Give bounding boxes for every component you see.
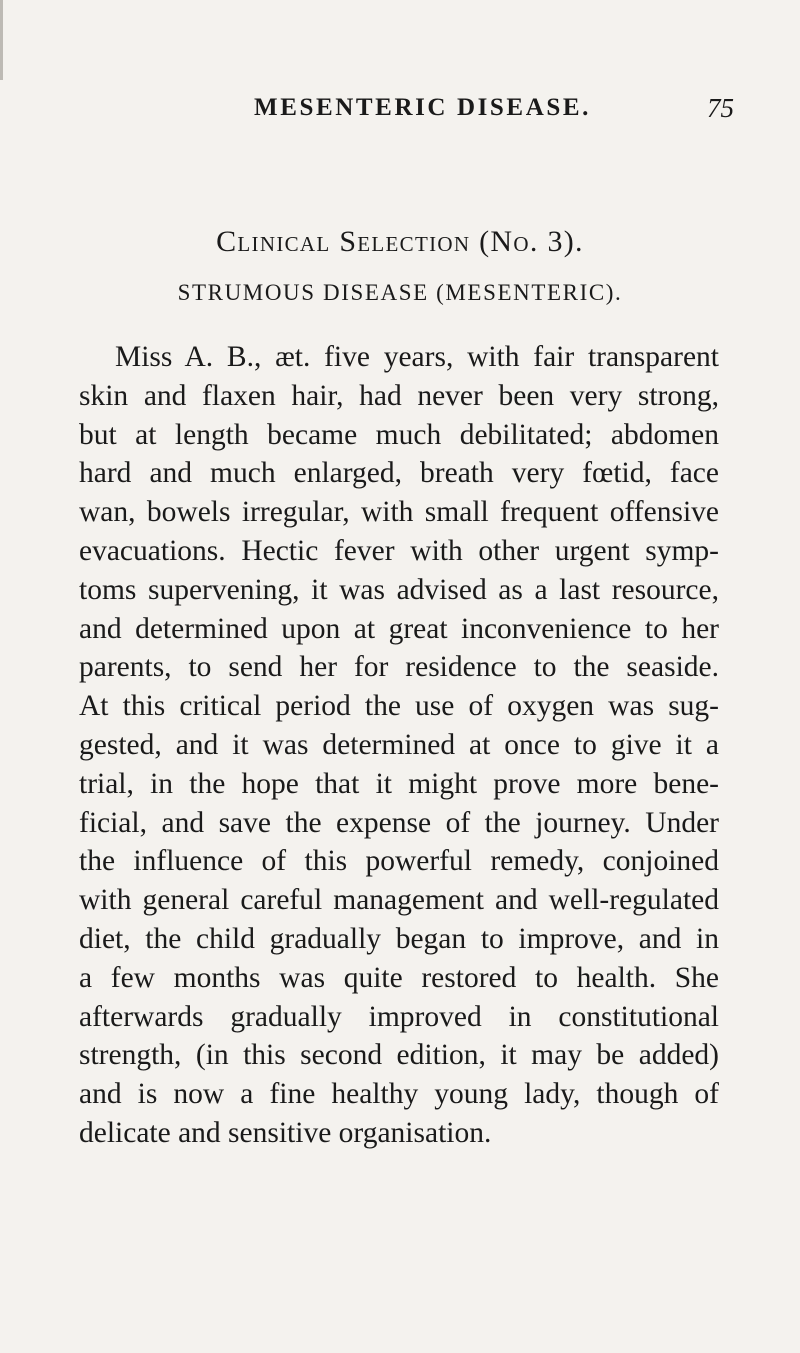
running-head (0, 88, 800, 128)
text-line: diet, the child gradually began to improve, and in (79, 922, 719, 955)
text-line: hard and much enlarged, breath very fœtid, face (79, 457, 719, 490)
text-line: wan, bowels irregular, with small frequent offensive (79, 496, 719, 529)
text-line: ficial, and save the expense of the journey. Under (79, 806, 719, 839)
text-line: and determined upon at great inconvenience to her (79, 612, 719, 645)
text-line: skin and flaxen hair, had never been very strong, (79, 379, 719, 412)
page-number: 75 (707, 93, 734, 123)
text-line: the influence of this powerful remedy, conjoined (79, 845, 719, 878)
text-line: afterwards gradually improved in constitutional (79, 1000, 719, 1033)
text-line: parents, to send her for residence to the seaside. (79, 651, 719, 684)
text-line: Miss A. B., æt. five years, with fair transparent (115, 341, 719, 373)
text-line: a few months was quite restored to health. She (79, 961, 719, 994)
text-line: but at length became much debilitated; abdomen (79, 418, 719, 451)
text-line: At this critical period the use of oxygen was sug- (79, 690, 719, 723)
text-line: gested, and it was determined at once to give it a (79, 728, 719, 761)
text-line: and is now a fine healthy young lady, though of (79, 1078, 719, 1111)
page-edge-shadow (0, 0, 3, 80)
section-subtitle: STRUMOUS DISEASE (MESENTERIC). (177, 280, 623, 305)
text-line: toms supervening, it was advised as a last resource, (79, 573, 719, 606)
running-title: MESENTERIC DISEASE. (254, 94, 591, 121)
section-title: Clinical Selection (No. 3). (216, 225, 584, 258)
text-line: trial, in the hope that it might prove more bene- (79, 767, 719, 800)
text-line: with general careful management and well-regulated (79, 884, 719, 917)
text-line: delicate and sensitive organisation. (79, 1116, 492, 1149)
text-line: evacuations. Hectic fever with other urgent symp- (79, 534, 719, 567)
body-paragraph (79, 338, 719, 1153)
text-line: strength, (in this second edition, it may be added) (79, 1039, 719, 1072)
